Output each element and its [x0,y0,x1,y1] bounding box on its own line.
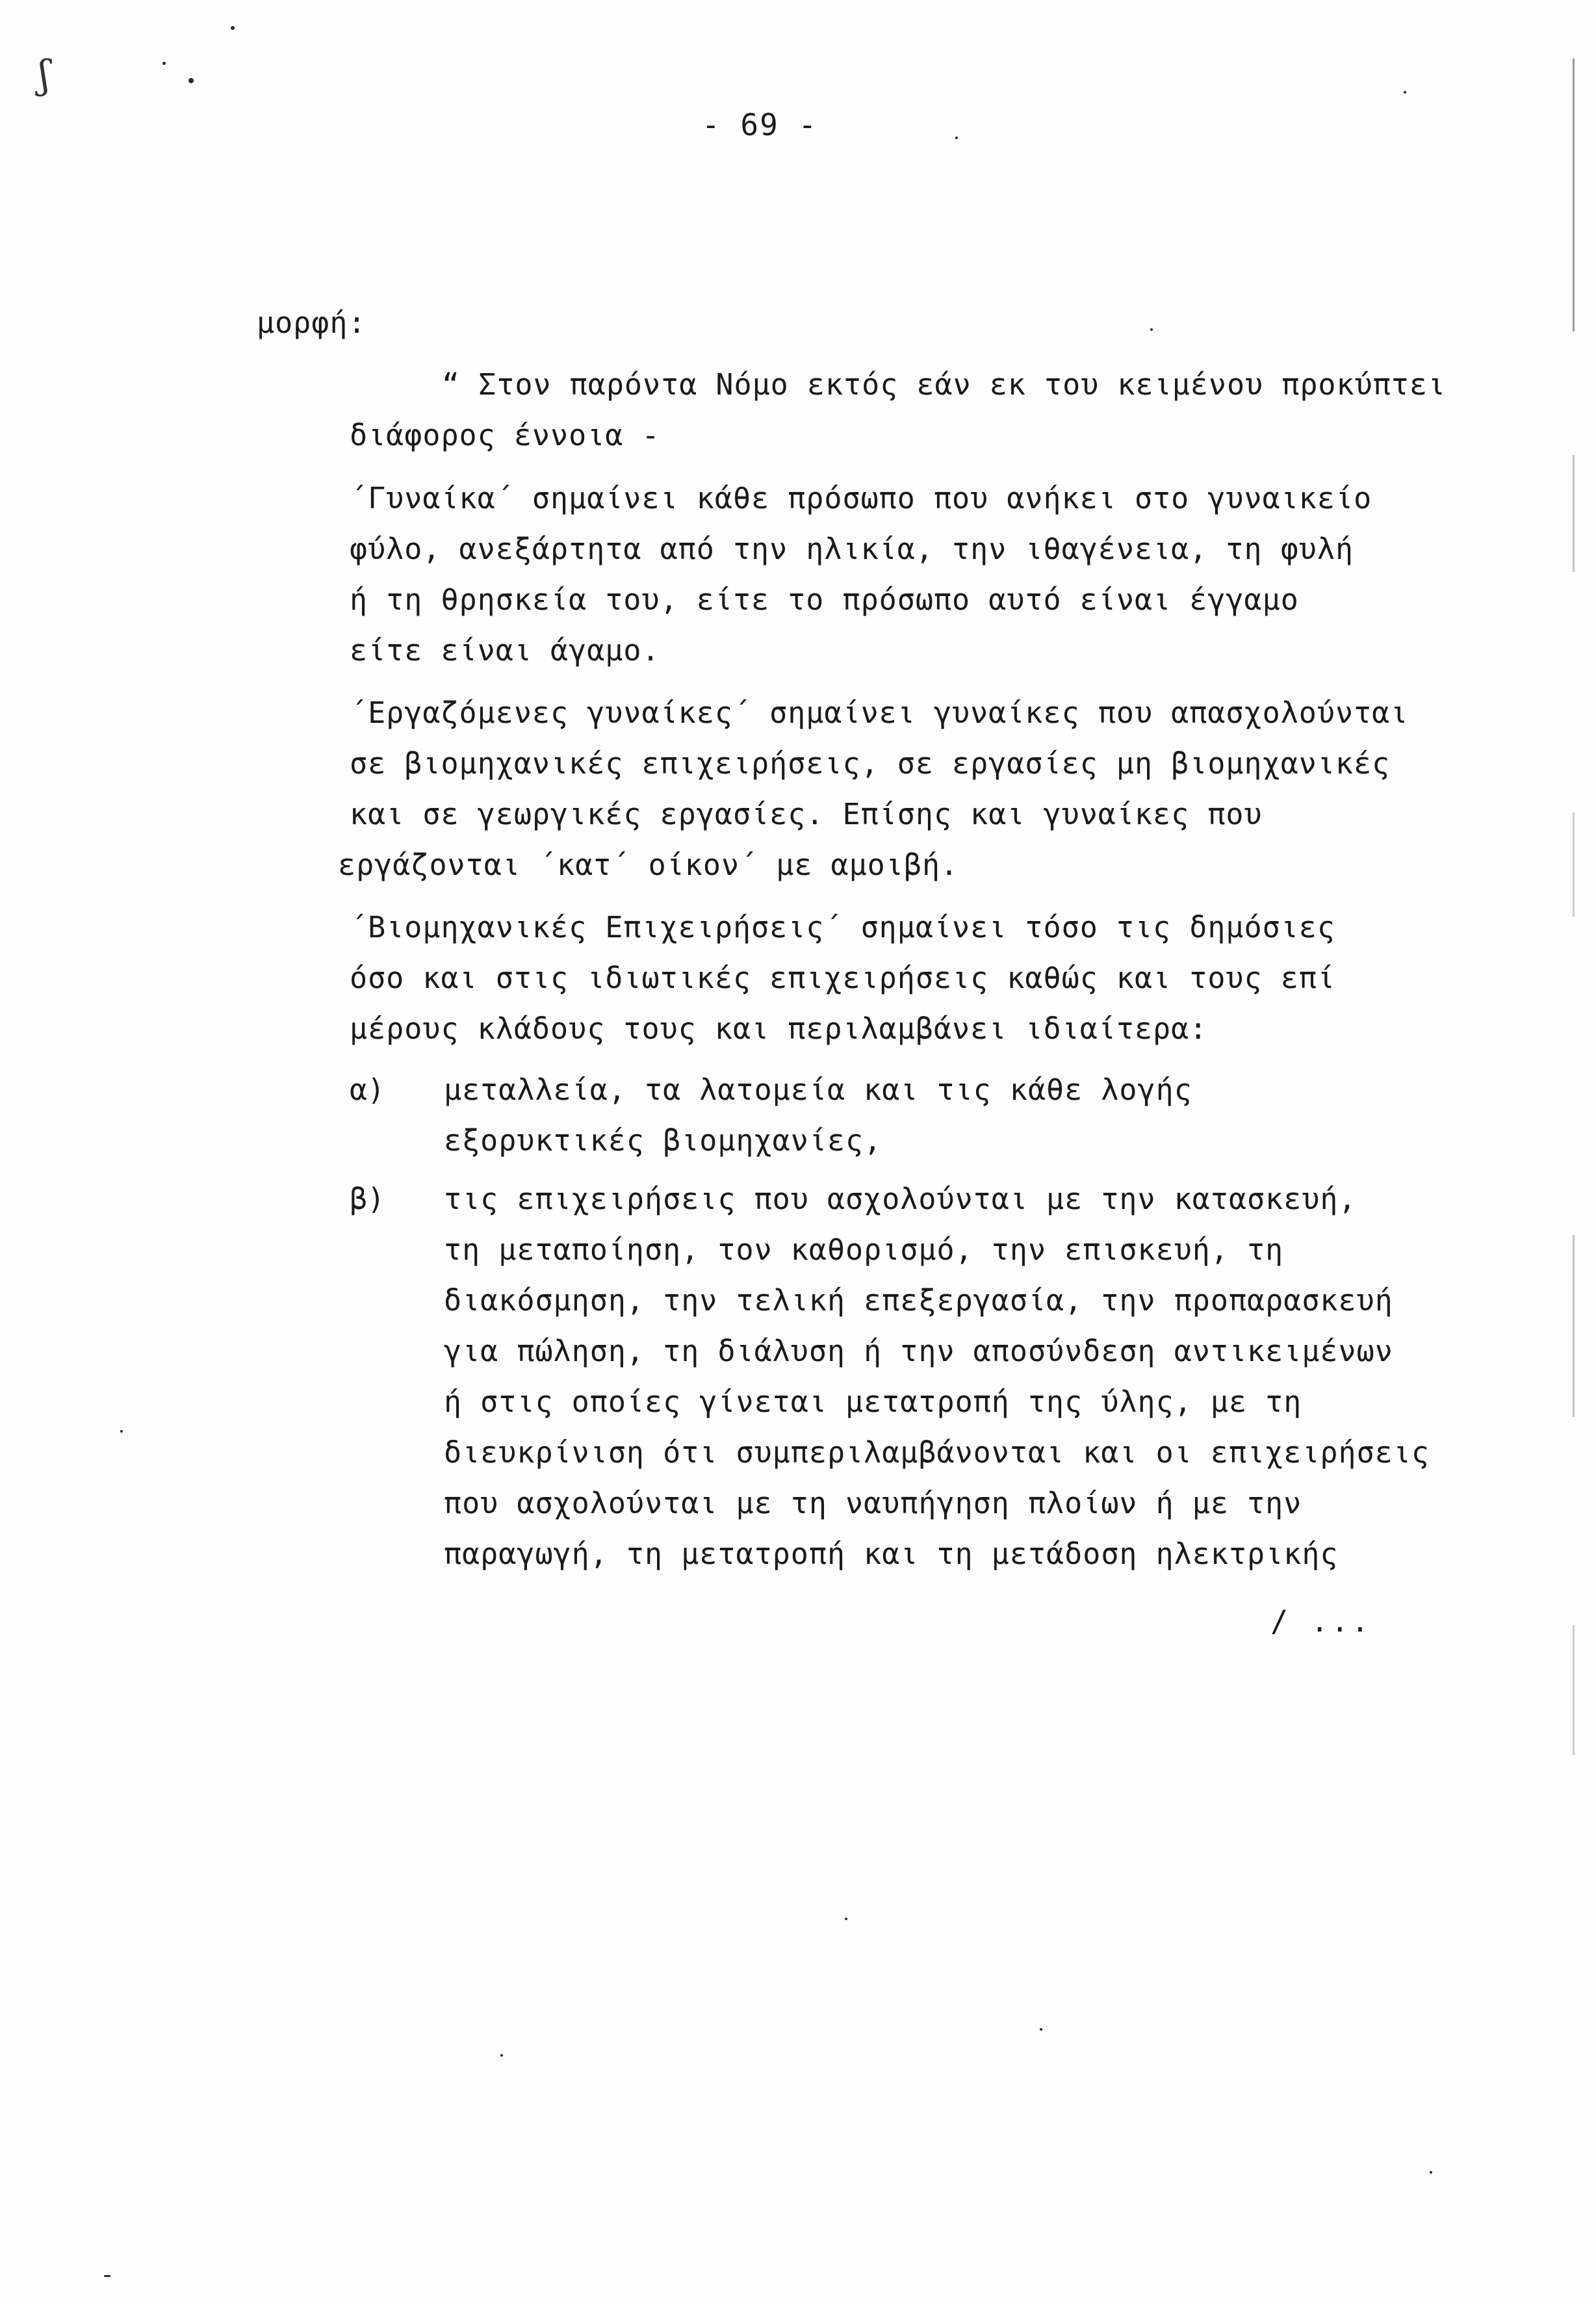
item-b-line-2: τη μεταποίηση, τον καθορισμό, την επισκευή, τη [444,1232,1284,1267]
scan-speck [120,1430,123,1433]
item-b-line-3: διακόσμηση, την τελική επεξεργασία, την προπαρασκευή [444,1283,1393,1318]
scan-speck [1430,2171,1432,2174]
scan-speck [162,62,166,65]
def-woman-line-2: φύλο, ανεξάρτητα από την ηλικία, την ιθαγένεια, τη φυλή [350,532,1354,566]
quote-line-1: “ Στον παρόντα Νόμο εκτός εάν εκ του κειμένου προκύπτει [442,367,1447,402]
item-b-line-1: τις επιχειρήσεις που ασχολούνται με την κατασκευή, [444,1182,1357,1216]
def-industrial-line-1: ´Βιομηχανικές Επιχειρήσεις´ σημαίνει τόσο τις δημόσιες [350,910,1335,944]
def-working-women-line-1: ´Εργαζόμενες γυναίκες´ σημαίνει γυναίκες που απασχολούνται [350,696,1409,730]
item-b-line-7: που ασχολούνται με τη ναυπήγηση πλοίων ή με την [444,1486,1302,1520]
def-woman-line-4: είτε είναι άγαμο. [350,633,660,668]
item-b-line-6: διευκρίνιση ότι συμπεριλαμβάνονται και οι επιχειρήσεις [444,1435,1430,1470]
scan-speck [955,137,958,139]
def-working-women-line-2: σε βιομηχανικές επιχειρήσεις, σε εργασίες μη βιομηχανικές [350,746,1391,781]
scan-speck [1150,328,1153,331]
scan-speck [104,2275,110,2277]
item-a-line-2: εξορυκτικές βιομηχανίες, [444,1123,882,1158]
def-industrial-line-3: μέρους κλάδους τους και περιλαμβάνει ιδιαίτερα: [350,1011,1208,1046]
scan-binding-edge [1564,0,1596,2303]
scan-speck [1040,2028,1042,2031]
scan-speck [500,2054,503,2057]
def-woman-line-1: ´Γυναίκα´ σημαίνει κάθε πρόσωπο που ανήκει στο γυναικείο [350,481,1372,515]
def-working-women-line-3: και σε γεωργικές εργασίες. Επίσης και γυναίκες που [350,797,1263,831]
scan-speck [1404,91,1406,94]
def-industrial-line-2: όσο και στις ιδιωτικές επιχειρήσεις καθώς και τους επί [350,961,1335,995]
def-working-women-line-4: εργάζονται ´κατ´ οίκον´ με αμοιβή. [338,848,959,882]
item-b-marker: β) [350,1182,385,1216]
scan-speck [188,78,194,83]
item-b-line-4: για πώληση, τη διάλυση ή την αποσύνδεση αντικειμένων [444,1334,1393,1368]
scan-speck [231,26,235,30]
item-b-line-8: παραγωγή, τη μετατροπή και τη μετάδοση ηλεκτρικής [444,1537,1339,1571]
item-a-line-1: μεταλλεία, τα λατομεία και τις κάθε λογής [444,1073,1192,1107]
scan-speck [845,1918,847,1920]
intro-label: μορφή: [257,306,367,340]
item-a-marker: α) [350,1073,385,1107]
continuation-mark: / ... [1270,1604,1372,1639]
def-woman-line-3: ή τη θρησκεία του, είτε το πρόσωπο αυτό είναι έγγαμο [350,582,1299,617]
handwritten-mark: ʃ [39,52,50,98]
quote-line-2: διάφορος έννοια - [350,418,660,452]
page-number: - 69 - [702,107,818,142]
item-b-line-5: ή στις οποίες γίνεται μετατροπή της ύλης, με τη [444,1385,1302,1419]
